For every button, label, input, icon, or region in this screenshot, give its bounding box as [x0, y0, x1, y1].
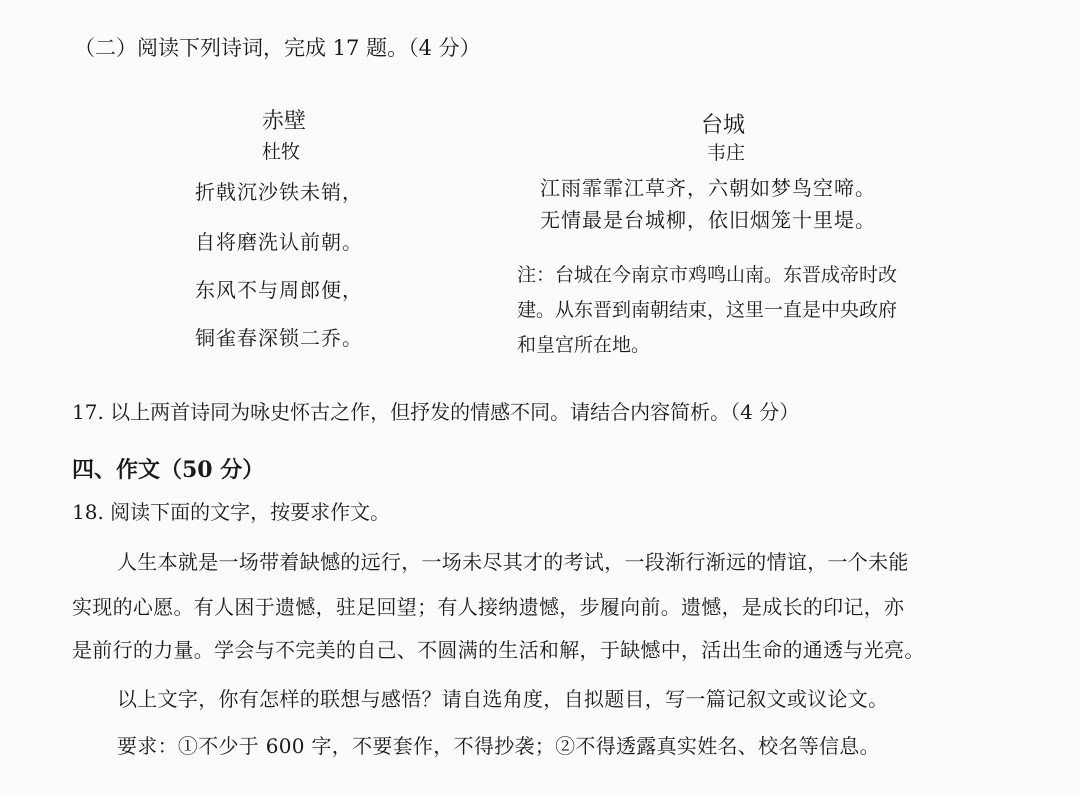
poem2-note-line: 建。从东晋到南朝结束，这里一直是中央政府 [517, 299, 898, 321]
question-17: 17. 以上两首诗同为咏史怀古之作，但抒发的情感不同。请结合内容简析。（4 分） [72, 400, 800, 424]
material-line: 实现的心愿。有人困于遗憾，驻足回望；有人接纳遗憾，步履向前。遗憾，是成长的印记，亦 [72, 595, 905, 619]
material-line: 人生本就是一场带着缺憾的远行，一场未尽其才的考试，一段渐行渐远的情谊，一个未能 [117, 550, 909, 574]
poem1-title: 赤壁 [262, 109, 307, 134]
material-line: 是前行的力量。学会与不完美的自己、不圆满的生活和解，于缺憾中，活出生命的通透与光亮。 [72, 638, 925, 662]
writing-prompt: 以上文字，你有怎样的联想与感悟？请自选角度，自拟题目，写一篇记叙文或议论文。 [117, 687, 889, 711]
poem2-author: 韦庄 [707, 142, 746, 164]
poem2-line: 无情最是台城柳，依旧烟笼十里堤。 [540, 208, 876, 232]
poem1-line: 自将磨洗认前朝。 [195, 230, 363, 254]
poem1-line: 铜雀春深锁二乔。 [195, 326, 363, 350]
poem2-note-line: 注：台城在今南京市鸡鸣山南。东晋成帝时改 [517, 264, 898, 286]
poem2-line: 江雨霏霏江草齐，六朝如梦鸟空啼。 [540, 176, 876, 200]
poem1-line: 东风不与周郎便， [195, 278, 363, 302]
poem2-note-line: 和皇宫所在地。 [517, 334, 651, 356]
poem2-title: 台城 [701, 113, 746, 138]
section-two-heading: （二）阅读下列诗词，完成 17 题。（4 分） [74, 36, 481, 60]
question-18: 18. 阅读下面的文字，按要求作文。 [72, 500, 391, 524]
section-four-heading: 四、作文（50 分） [72, 457, 265, 483]
poem1-author: 杜牧 [262, 141, 301, 163]
writing-requirements: 要求：①不少于 600 字，不要套作，不得抄袭；②不得透露真实姓名、校名等信息。 [117, 734, 880, 758]
poem1-line: 折戟沉沙铁未销， [195, 180, 363, 204]
